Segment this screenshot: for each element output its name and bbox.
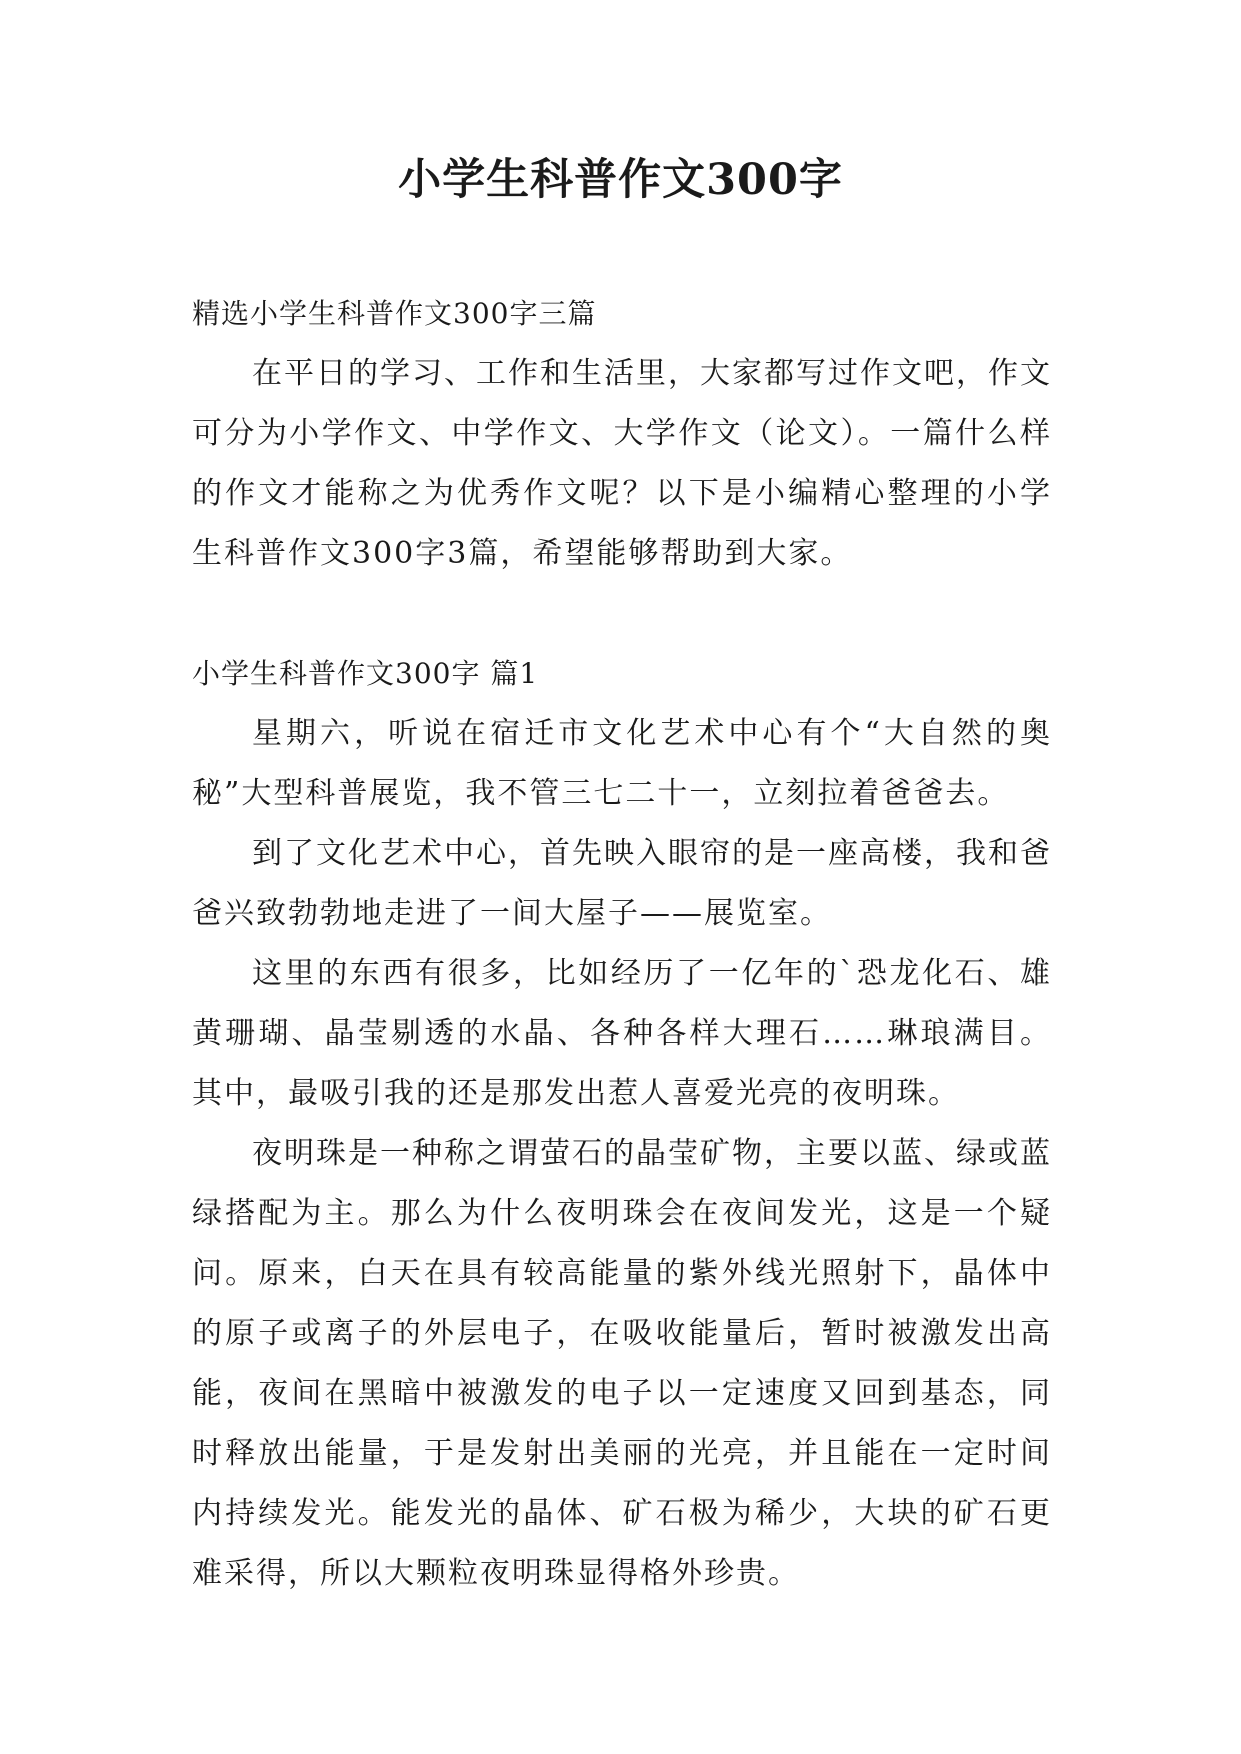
intro-heading: 精选小学生科普作文300字三篇 <box>192 297 597 330</box>
section1-paragraph-1: 星期六，听说在宿迁市文化艺术中心有个“大自然的奥秘”大型科普展览，我不管三七二十一，立刻拉着爸爸去。 <box>192 716 1052 811</box>
intro-paragraph: 在平日的学习、工作和生活里，大家都写过作文吧，作文可分为小学作文、中学作文、大学作文（论文）。一篇什么样的作文才能称之为优秀作文呢？以下是小编精心整理的小学生科普作文300字3篇，希望能够帮助到大家。 <box>192 356 1052 571</box>
section-spacer <box>192 584 1052 644</box>
section1-paragraph-4: 夜明珠是一种称之谓萤石的晶莹矿物，主要以蓝、绿或蓝绿搭配为主。那么为什么夜明珠会在夜间发光，这是一个疑问。原来，白天在具有较高能量的紫外线光照射下，晶体中的原子或离子的外层电子，在吸收能量后，暂时被激发出高能，夜间在黑暗中被激发的电子以一定速度又回到基态，同时释放出能量，于是发射出美丽的光亮，并且能在一定时间内持续发光。能发光的晶体、矿石极为稀少，大块的矿石更难采得，所以大颗粒夜明珠显得格外珍贵。 <box>192 1136 1052 1591</box>
document-title: 小学生科普作文300字 <box>398 155 843 205</box>
section1-paragraph-2: 到了文化艺术中心，首先映入眼帘的是一座高楼，我和爸爸兴致勃勃地走进了一间大屋子——展览室。 <box>192 836 1052 931</box>
section1-heading: 小学生科普作文300字 篇1 <box>192 657 539 690</box>
document-body <box>192 284 1052 1604</box>
section1-paragraph-3: 这里的东西有很多，比如经历了一亿年的`恐龙化石、雄黄珊瑚、晶莹剔透的水晶、各种各样大理石……琳琅满目。其中，最吸引我的还是那发出惹人喜爱光亮的夜明珠。 <box>192 956 1052 1111</box>
